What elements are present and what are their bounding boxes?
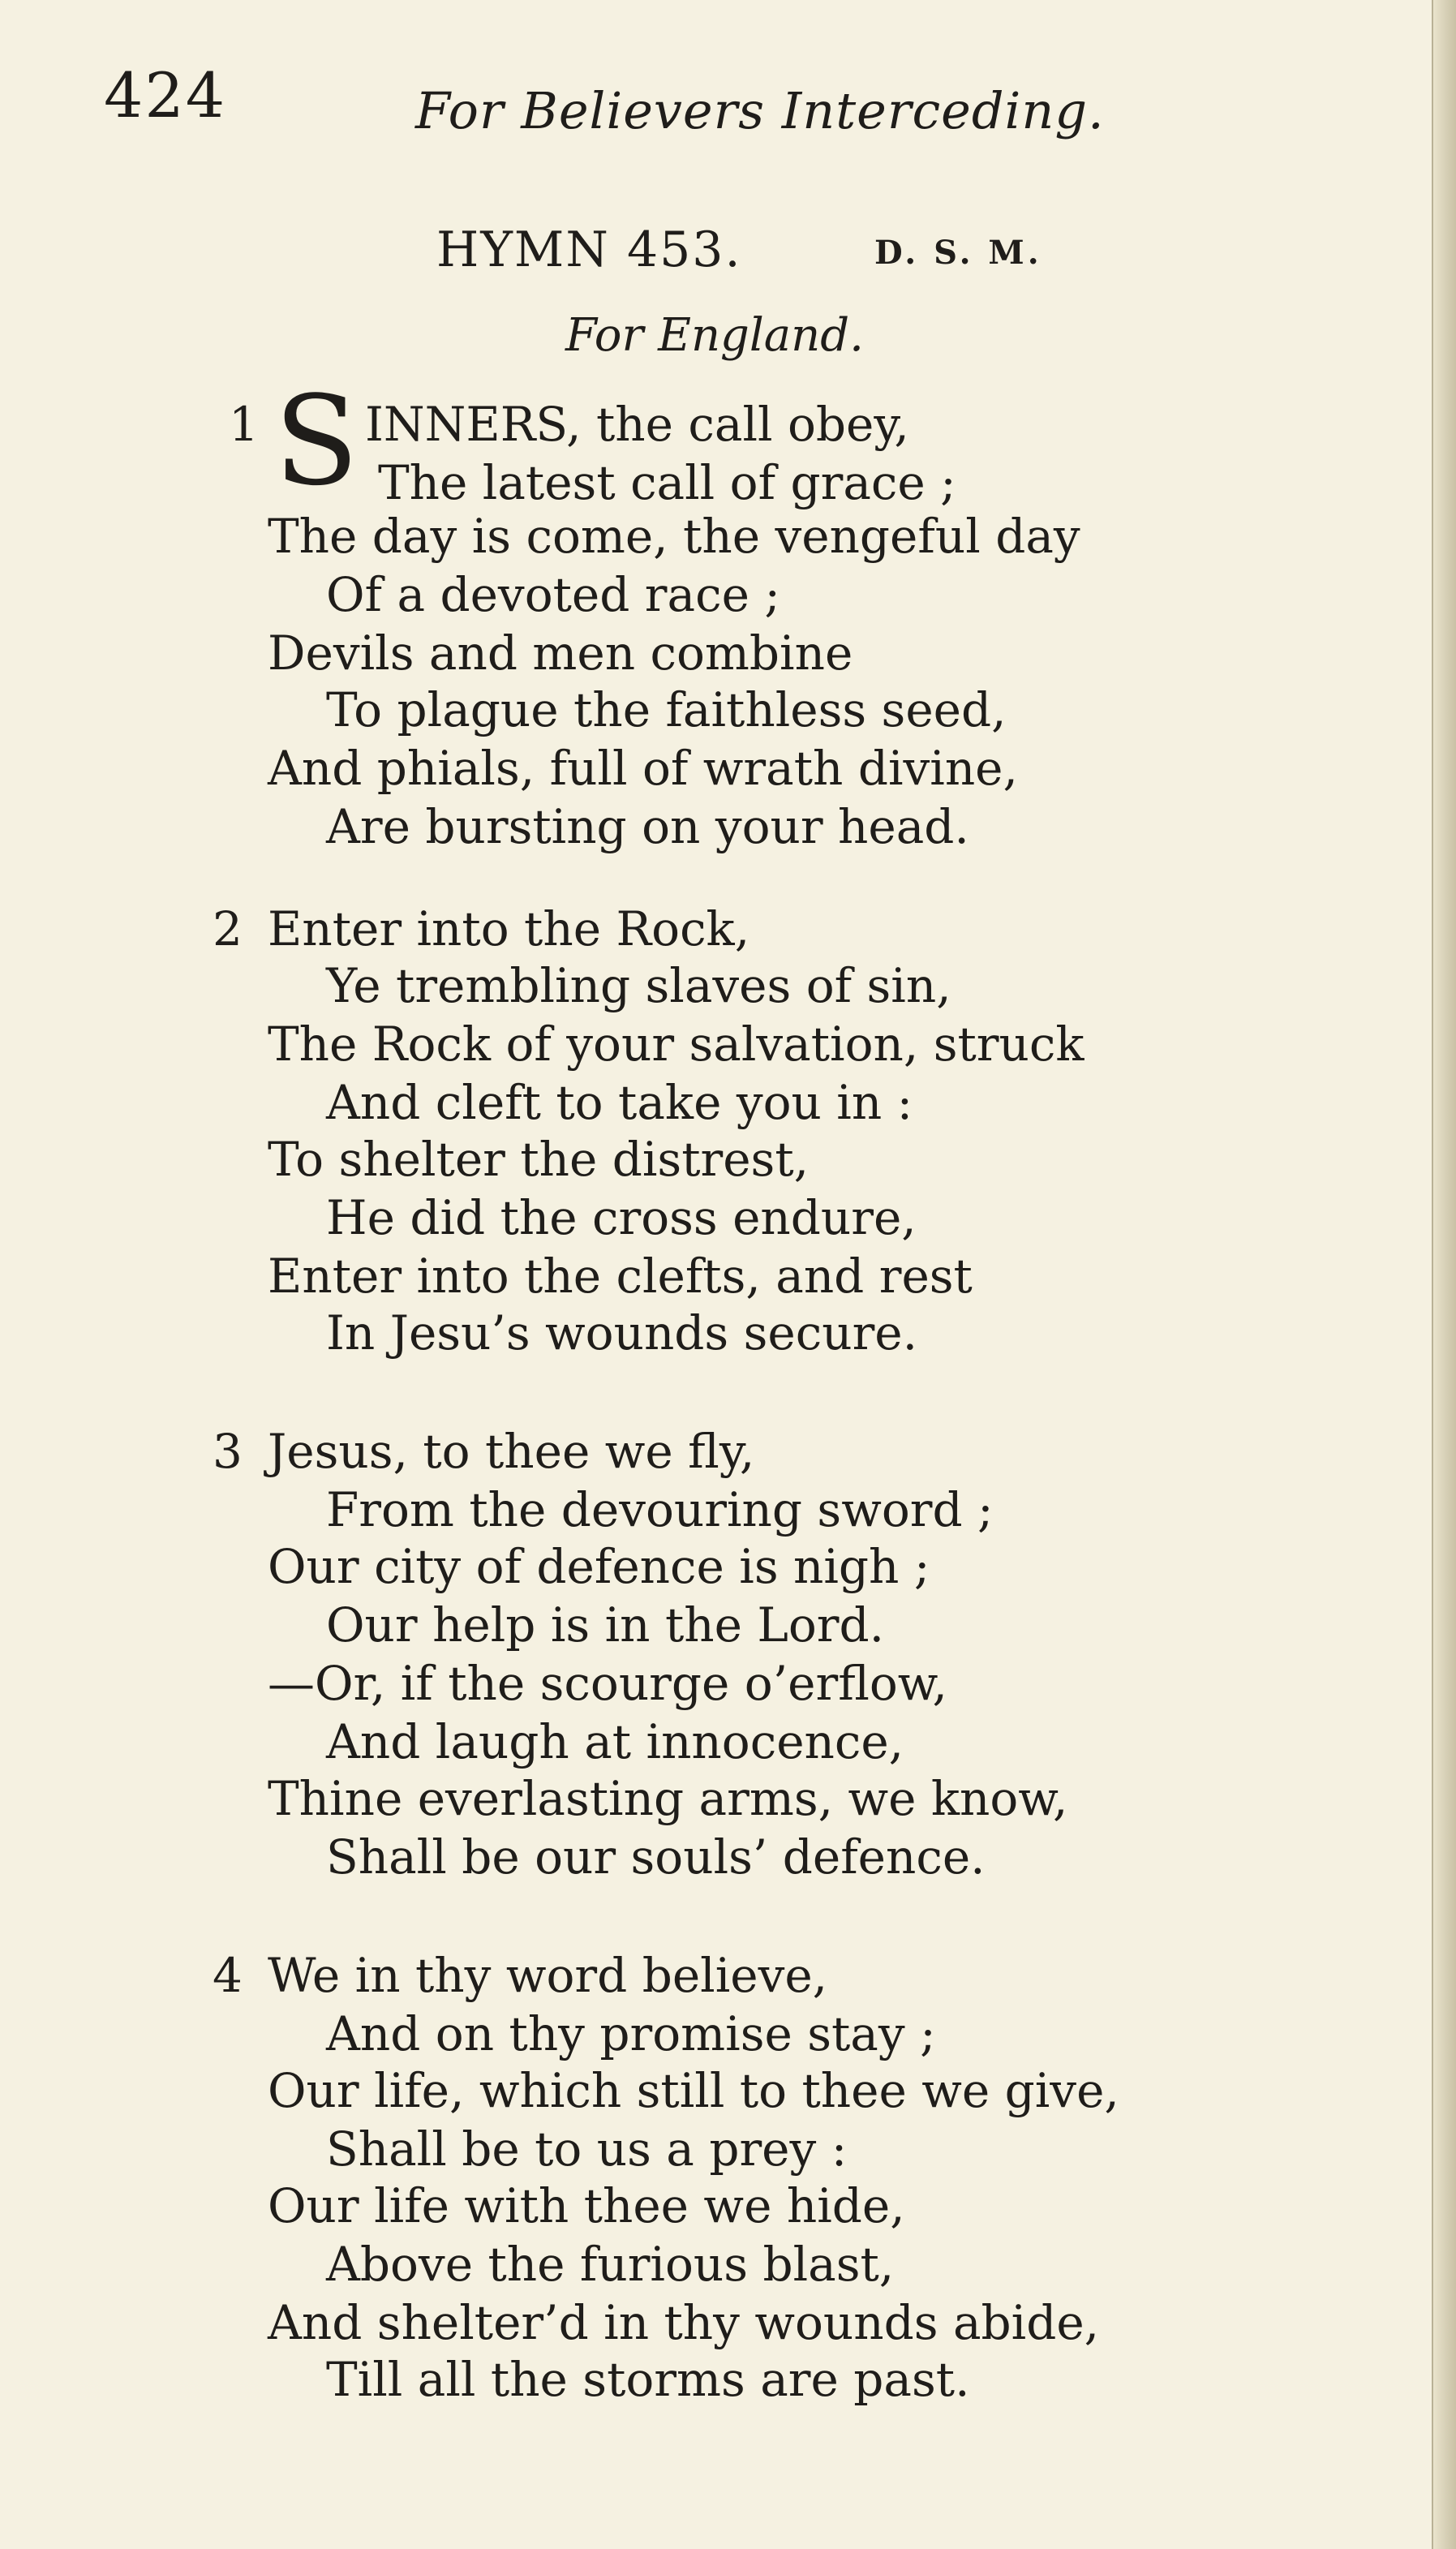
stanza-1-line-8: Are bursting on your head.: [326, 799, 969, 854]
stanza-2-line-6: He did the cross endure,: [326, 1190, 917, 1245]
stanza-2-line-2: Ye trembling slaves of sin,: [326, 958, 951, 1013]
stanza-4-line-4: Shall be to us a prey :: [326, 2121, 848, 2177]
stanza-4-number: 4: [213, 1948, 243, 2003]
hymn-meter: D. S. M.: [874, 234, 1042, 272]
stanza-3-number: 3: [213, 1424, 243, 1479]
stanza-3-line-7: Thine everlasting arms, we know,: [268, 1771, 1068, 1826]
stanza-1-number: 1: [229, 397, 259, 452]
stanza-2-line-4: And cleft to take you in :: [326, 1075, 913, 1130]
stanza-3-line-1: Jesus, to thee we fly,: [268, 1424, 755, 1479]
stanza-3-line-6: And laugh at innocence,: [326, 1714, 904, 1769]
stanza-2-line-8: In Jesu’s wounds secure.: [326, 1305, 918, 1360]
stanza-1-line-7: And phials, full of wrath divine,: [268, 741, 1018, 796]
page-edge-line: [1432, 0, 1433, 2549]
stanza-1-line-2: The latest call of grace ;: [378, 455, 956, 510]
stanza-3-line-8: Shall be our souls’ defence.: [326, 1829, 986, 1885]
stanza-3-line-2: From the devouring sword ;: [326, 1482, 994, 1537]
hymn-heading: HYMN 453.: [436, 221, 742, 278]
stanza-1-line-6: To plague the faithless seed,: [326, 682, 1007, 737]
stanza-1-line-1: INNERS, the call obey,: [365, 397, 909, 452]
stanza-4-line-7: And shelter’d in thy wounds abide,: [268, 2295, 1100, 2350]
stanza-4-line-3: Our life, which still to thee we give,: [268, 2063, 1119, 2118]
stanza-2-line-3: The Rock of your salvation, struck: [268, 1017, 1084, 1072]
stanza-1-drop-cap: S: [274, 369, 359, 513]
stanza-1-line-4: Of a devoted race ;: [326, 567, 780, 622]
stanza-1-line-5: Devils and men combine: [268, 625, 853, 681]
stanza-3-line-3: Our city of defence is nigh ;: [268, 1539, 930, 1594]
stanza-4-line-8: Till all the storms are past.: [326, 2352, 970, 2407]
stanza-2-line-1: Enter into the Rock,: [268, 901, 750, 956]
stanza-2-line-7: Enter into the clefts, and rest: [268, 1249, 973, 1304]
stanza-3-line-5: —Or, if the scourge o’erflow,: [268, 1656, 947, 1711]
stanza-4-line-1: We in thy word believe,: [268, 1948, 828, 2003]
stanza-3-line-4: Our help is in the Lord.: [326, 1597, 885, 1653]
stanza-4-line-2: And on thy promise stay ;: [326, 2006, 936, 2061]
running-head: For Believers Interceding.: [415, 81, 1105, 140]
page-edge-shadow: [1432, 0, 1456, 2549]
stanza-2-number: 2: [213, 901, 243, 956]
stanza-2-line-5: To shelter the distrest,: [268, 1132, 810, 1187]
stanza-1-line-3: The day is come, the vengeful day: [268, 509, 1080, 564]
stanza-4-line-5: Our life with thee we hide,: [268, 2178, 905, 2233]
page-number: 424: [104, 59, 227, 131]
stanza-4-line-6: Above the furious blast,: [326, 2237, 895, 2292]
hymn-subtitle: For England.: [565, 309, 864, 362]
